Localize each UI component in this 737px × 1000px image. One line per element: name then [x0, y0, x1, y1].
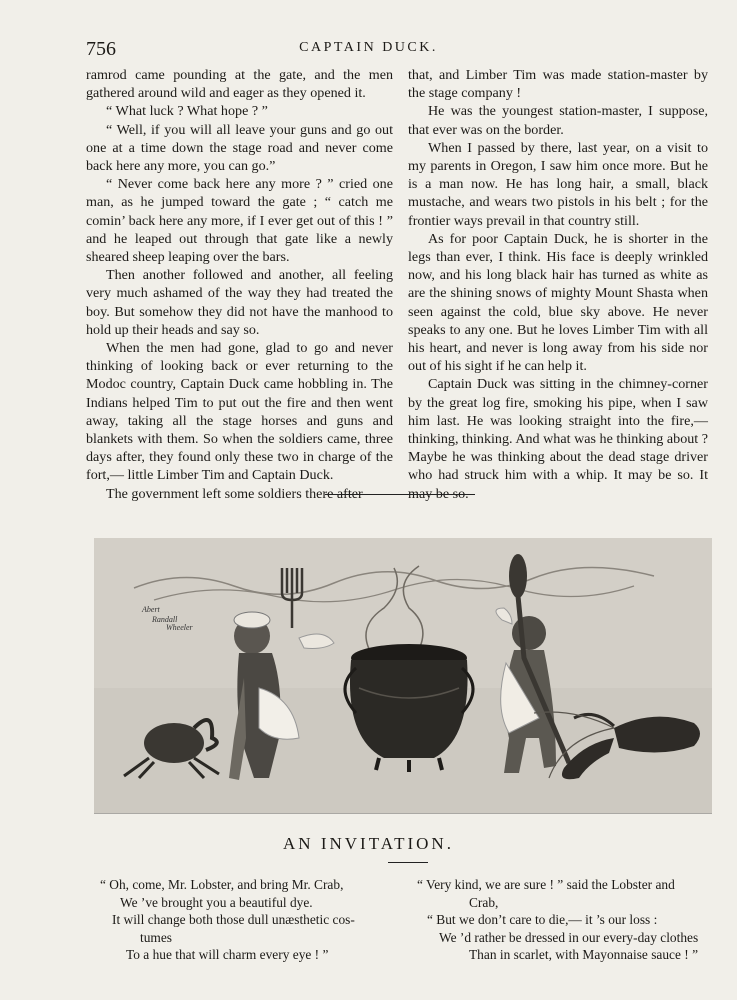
page-number: 756	[86, 38, 116, 60]
artist-signature: Wheeler	[166, 623, 193, 632]
story-left-column	[86, 66, 393, 503]
paragraph: When I passed by there, last year, on a visit to my parents in Oregon, I saw him once more. But he is a man now. He has long hair, a small, black mustache, and wears two pistols in his belt ; for the frontier ways prevail in that country still.	[408, 139, 708, 229]
poem-line: “ But we don’t care to die,— it ’s our loss :	[427, 912, 658, 928]
poem-line: Than in scarlet, with Mayonnaise sauce ! ”	[469, 947, 699, 963]
poem-line: “ Oh, come, Mr. Lobster, and bring Mr. Crab,	[100, 877, 344, 892]
paragraph: “ Never come back here any more ? ” cried one man, as he jumped toward the gate ; “ catch me comin’ back here any more, if I ever get out of this ! ” and he leaped out through that gate like a newly sheared sheep leaping over the bars.	[86, 176, 393, 266]
artist-signature: Randall	[152, 615, 178, 624]
poem-title-rule	[388, 862, 428, 863]
illustration-drawing	[94, 538, 712, 814]
paragraph: ramrod came pounding at the gate, and the men gathered around wild and eager as they opened it.	[86, 67, 393, 102]
paragraph: “ Well, if you will all leave your guns and go out one at a time down the stage road and never come back here any more, you can go.”	[86, 121, 393, 175]
poem-line: Crab,	[469, 894, 499, 910]
poem-stanza-right	[417, 876, 717, 964]
paragraph: When the men had gone, glad to go and never thinking of looking back or ever returning to the Modoc country, Captain Duck came hobbling in. The Indians helped Tim to put out the fire and then went away, taking all the stage horses and guns and blankets with them. So when the soldiers came, three days after, they found only these two in charge of the fort,— little Limber Tim and Captain Duck.	[86, 340, 393, 484]
poem-stanza-left	[100, 876, 400, 964]
paragraph: “ What luck ? What hope ? ”	[106, 103, 268, 120]
paragraph: The government left some soldiers there after	[106, 485, 363, 502]
poem-line: It will change both those dull unæsthetic cos-	[112, 912, 355, 928]
paragraph: He was the youngest station-master, I suppose, that ever was on the border.	[408, 103, 708, 138]
paragraph: As for poor Captain Duck, he is shorter in the legs than ever, I think. His face is deeply wrinkled now, and his long black hair has turned as white as are the shining snows of mighty Mount Shasta when seen against the cold, blue sky above. He never speaks to any one. But he loves Limber Tim with all his heart, and never is long away from his side nor out of his sight if he can help it.	[408, 230, 708, 375]
poem-line: We ’d rather be dressed in our every-day clothes	[439, 929, 699, 945]
poem-line: “ Very kind, we are sure ! ” said the Lobster and	[417, 877, 675, 892]
paragraph: Captain Duck was sitting in the chimney-corner by the great log fire, smoking his pipe, when I saw him last. He was looking straight into the fire,— thinking, thinking. And what was he thinking about ? Maybe he was thinking about the dead stage driver who had struck him with a whip. It may be so. It may be so.	[408, 376, 708, 502]
artist-signature: Abert	[142, 605, 160, 614]
poem-line: To a hue that will charm every eye ! ”	[126, 947, 329, 963]
poem-title: AN INVITATION.	[283, 834, 454, 853]
paragraph: Then another followed and another, all feeling very much ashamed of the way they had treated the boy. But somehow they did not have the manhood to hold up their heads and say so.	[86, 267, 393, 338]
poem-line: tumes	[140, 929, 172, 945]
story-right-column	[408, 66, 708, 503]
section-divider	[325, 494, 475, 495]
poem-line: We ’ve brought you a beautiful dye.	[120, 894, 313, 910]
paragraph: that, and Limber Tim was made station-master by the stage company !	[408, 67, 708, 102]
illustration	[94, 538, 712, 814]
running-title: CAPTAIN DUCK.	[299, 40, 438, 55]
